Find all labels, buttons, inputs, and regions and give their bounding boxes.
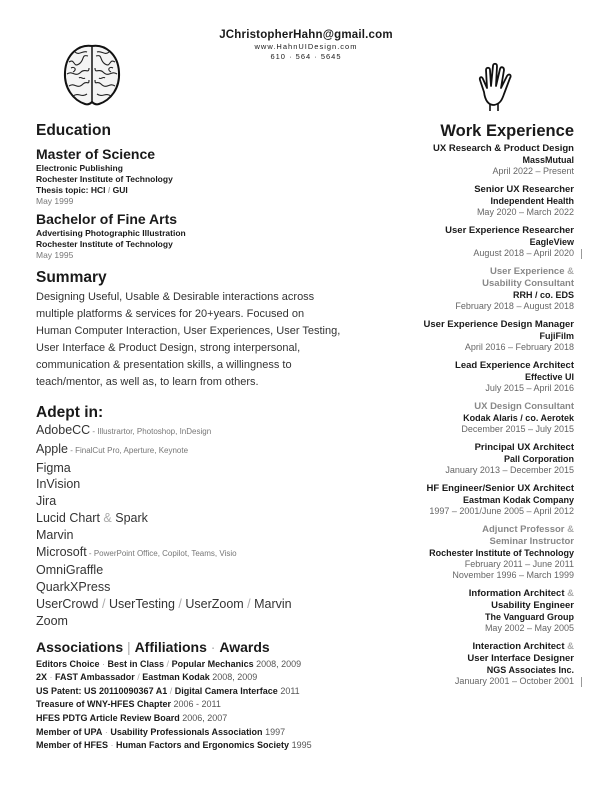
hand-icon (472, 62, 520, 112)
job-title: Senior UX Researcher (474, 184, 574, 195)
job-title: User Experience Researcher (445, 225, 574, 236)
skill-item: Lucid Chart & Spark (36, 510, 148, 525)
job-title-line2: User Interface Designer (467, 653, 574, 664)
job-entry (354, 401, 574, 435)
job-entry (354, 266, 574, 312)
job-title-line2: Usability Consultant (482, 278, 574, 289)
job-company: Effective UI (524, 372, 574, 382)
job-title: Information Architect & (468, 588, 574, 599)
job-title-line2: Usability Engineer (491, 600, 574, 611)
degree-title: Bachelor of Fine Arts (36, 211, 178, 227)
website-link[interactable]: www.HahnUIDesign.com (254, 42, 358, 51)
job-entry (354, 483, 574, 517)
degree-bachelors (36, 211, 366, 261)
job-dates: May 2020 – March 2022 (476, 207, 574, 217)
job-dates: January 2013 – December 2015 (445, 465, 574, 475)
job-entry (354, 225, 574, 259)
job-entry (354, 641, 574, 687)
job-company: Pall Corporation (503, 454, 574, 464)
email-link[interactable]: JChristopherHahn@gmail.com (219, 29, 393, 41)
association-item: US Patent: US 20110090367 A1 / Digital Camera Interface 2011 (36, 685, 300, 696)
associations-heading: Associations | Affiliations · Awards (36, 638, 270, 655)
job-dates: July 2015 – April 2016 (485, 383, 574, 393)
job-company: The Vanguard Group (484, 612, 574, 622)
job-entry (354, 442, 574, 476)
right-column (354, 121, 574, 694)
job-dates: May 2002 – May 2005 (484, 623, 574, 633)
job-entry (354, 524, 574, 581)
job-dates: February 2018 – August 2018 (455, 301, 574, 311)
job-company: NGS Associates Inc. (486, 665, 574, 675)
job-entry (354, 360, 574, 394)
summary-text: Designing Useful, Usable & Desirable interactions across multiple platforms & services for 20+years. Focused on Human Computer Interaction, User Experiences, User Testing, User Interface & Product Design, strong interpersonal, communication & presentation skills, a willingness to teach/mentor, as well as, to learn from others. (36, 291, 341, 388)
degree-title: Master of Science (36, 146, 156, 162)
job-company: Eastman Kodak Company (462, 495, 574, 505)
association-item: Member of HFES · Human Factors and Ergonomics Society 1995 (36, 740, 312, 751)
skill-item: UserCrowd / UserTesting / UserZoom / Marvin (36, 596, 292, 611)
job-company: EagleView (529, 237, 574, 247)
job-dates: April 2016 – February 2018 (464, 342, 574, 352)
degree-school: Rochester Institute of Technology (36, 239, 173, 249)
association-item: Treasure of WNY-HFES Chapter 2006 - 2011 (36, 699, 221, 710)
job-entry (354, 588, 574, 634)
association-item: 2X · FAST Ambassador / Eastman Kodak 2008, 2009 (36, 672, 258, 683)
job-title: User Experience Design Manager (423, 319, 574, 330)
skill-item: Apple - FinalCut Pro, Aperture, Keynote (36, 441, 189, 456)
summary-heading: Summary (36, 269, 107, 286)
job-company: RRH / co. EDS (512, 290, 574, 300)
job-dates: February 2011 – June 2011 (464, 559, 574, 569)
job-company: Rochester Institute of Technology (429, 548, 574, 558)
degree-school: Rochester Institute of Technology (36, 174, 173, 184)
job-title: Lead Experience Architect (455, 360, 574, 371)
job-title-line2: Seminar Instructor (489, 536, 574, 547)
job-title: User Experience & (490, 266, 574, 277)
skill-item: AdobeCC - Illustrartor, Photoshop, InDesign (36, 423, 212, 437)
degree-date: May 1999 (36, 196, 74, 206)
job-entry (354, 143, 574, 177)
degree-date: May 1995 (36, 250, 74, 260)
job-entry (354, 319, 574, 353)
margin-mark (581, 249, 582, 259)
skill-item: Jira (36, 494, 57, 509)
skill-item: Zoom (36, 613, 68, 628)
thesis-topic: Thesis topic: HCI / GUI (36, 185, 128, 195)
phone-number: 610 · 564 · 5645 (270, 52, 342, 61)
job-dates: November 1996 – March 1999 (452, 570, 574, 580)
association-item: HFES PDTG Article Review Board 2006, 2007 (36, 712, 228, 723)
skill-item: OmniGraffle (36, 563, 104, 578)
job-company: Kodak Alaris / co. Aerotek (463, 413, 574, 423)
margin-mark (581, 677, 582, 687)
job-dates: April 2022 – Present (492, 166, 574, 176)
job-title: Principal UX Architect (474, 442, 574, 453)
skill-item: Figma (36, 460, 71, 475)
skill-item: InVision (36, 477, 81, 492)
job-dates: December 2015 – July 2015 (461, 424, 574, 434)
job-title: UX Research & Product Design (433, 143, 574, 154)
association-item: Member of UPA · Usability Professionals Association 1997 (36, 726, 286, 737)
associations-list (36, 658, 366, 753)
association-item: Editors Choice · Best in Class / Popular Mechanics 2008, 2009 (36, 658, 302, 669)
job-title: HF Engineer/Senior UX Architect (426, 483, 574, 494)
job-title: UX Design Consultant (474, 401, 574, 412)
education-heading: Education (36, 122, 111, 139)
skill-item: Marvin (36, 527, 74, 542)
job-dates: 1997 – 2001/June 2005 – April 2012 (429, 506, 574, 516)
job-title: Adjunct Professor & (482, 524, 574, 535)
degree-masters (36, 146, 366, 207)
work-experience-heading: Work Experience (440, 122, 574, 140)
adept-heading: Adept in: (36, 404, 104, 421)
skill-item: Microsoft - PowerPoint Office, Copilot, Teams, Visio (36, 544, 237, 559)
left-column (36, 122, 366, 753)
job-company: Independent Health (490, 196, 574, 206)
job-dates: August 2018 – April 2020 (473, 248, 574, 258)
job-dates: January 2001 – October 2001 (454, 676, 574, 686)
degree-field: Electronic Publishing (36, 163, 123, 173)
job-title: Interaction Architect & (472, 641, 574, 652)
skill-item: QuarkXPress (36, 580, 111, 595)
job-company: FujiFilm (539, 331, 574, 341)
brain-icon (61, 42, 123, 110)
job-company: MassMutual (522, 155, 574, 165)
skills-list (36, 422, 366, 630)
degree-field: Advertising Photographic Illustration (36, 228, 186, 238)
job-entry (354, 184, 574, 218)
